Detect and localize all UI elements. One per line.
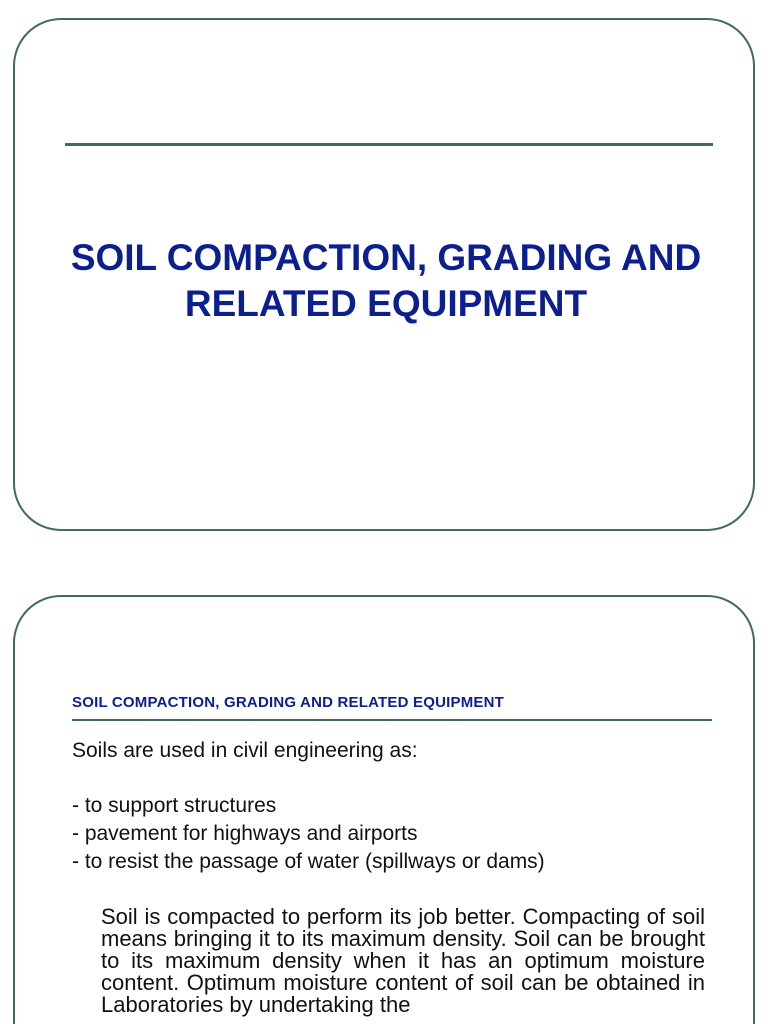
list-item: - to support structures — [72, 794, 277, 817]
body-paragraph: Soil is compacted to perform its job better. Compacting of soil means bringing it to its maximum density. Soil can be brought to its maximum density when it has an optimum moisture content. Optimum moisture content of soil can be obtained in Laboratories by undertaking the — [101, 904, 705, 1017]
list-item: - to resist the passage of water (spillways or dams) — [72, 850, 545, 873]
list-item: - pavement for highways and airports — [72, 822, 418, 845]
title-slide — [13, 18, 755, 531]
section-header: SOIL COMPACTION, GRADING AND RELATED EQUIPMENT — [72, 694, 504, 711]
content-slide — [13, 595, 755, 1024]
slide-title: SOIL COMPACTION, GRADING AND RELATED EQUIPMENT — [70, 237, 702, 324]
usage-list — [72, 792, 545, 876]
header-divider — [72, 719, 712, 721]
intro-text: Soils are used in civil engineering as: — [72, 739, 418, 762]
title-divider — [65, 143, 713, 146]
